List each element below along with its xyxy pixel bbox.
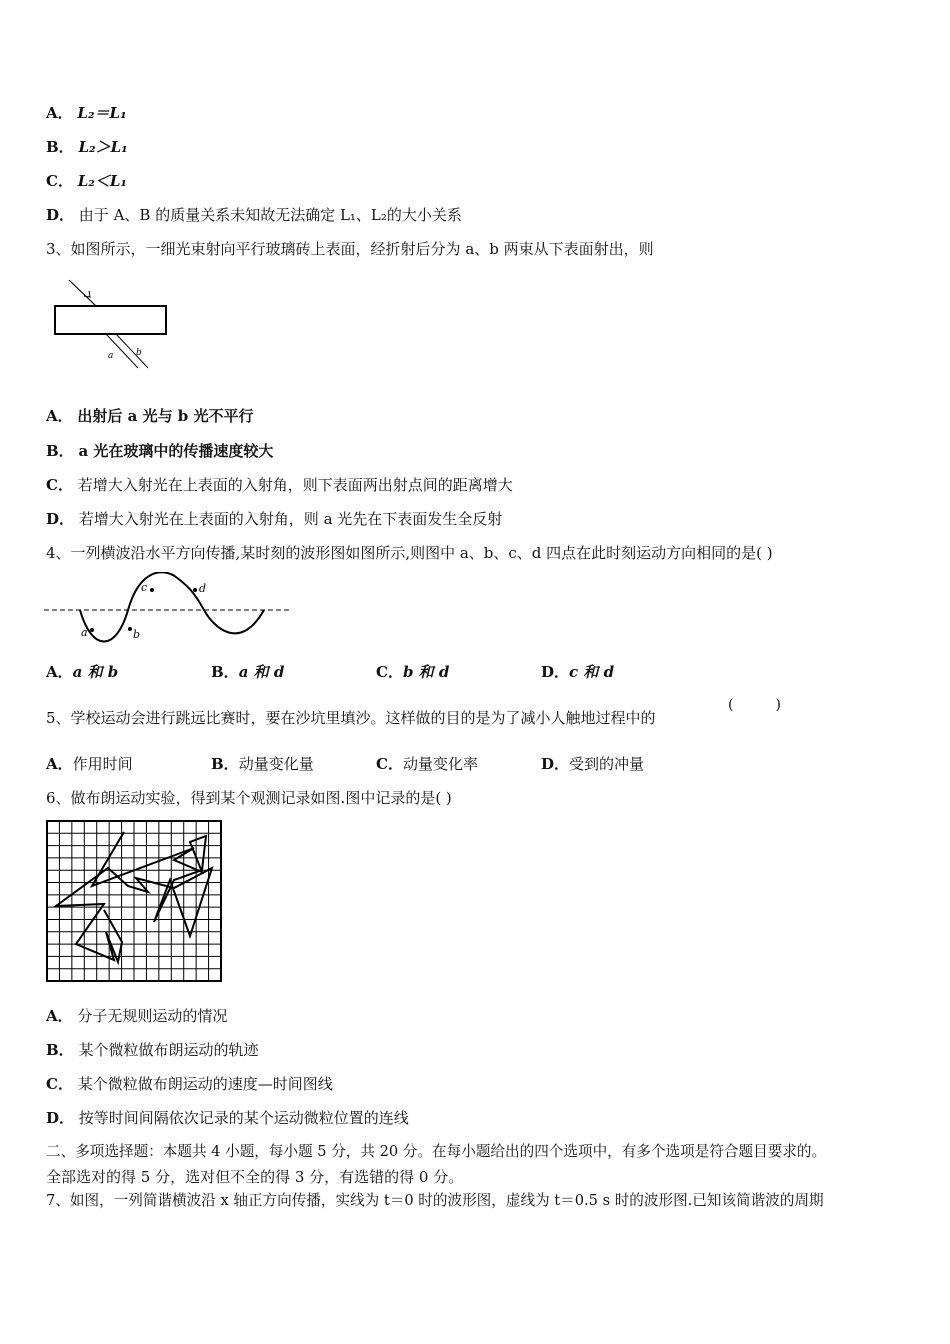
q4-point-c: [150, 588, 154, 592]
q6-option-a: A． 分子无规则运动的情况: [46, 1007, 228, 1025]
q4-label-c: c: [141, 581, 148, 594]
q4-label-a: a: [81, 626, 88, 639]
q5-option-d: D．受到的冲量: [541, 755, 645, 773]
q3-option-c: C． 若增大入射光在上表面的入射角，则下表面两出射点间的距离增大: [46, 476, 513, 494]
q6-option-b: B． 某个微粒做布朗运动的轨迹: [46, 1041, 259, 1059]
q2-option-d: D． 由于 A、B 的质量关系未知故无法确定 L₁、L₂的大小关系: [46, 206, 462, 224]
q5-option-a: A．作用时间: [46, 755, 133, 773]
q2-option-a: A． L₂＝L₁: [46, 104, 127, 122]
q3-option-a: A． 出射后 a 光与 b 光不平行: [46, 407, 254, 425]
section2-line1: 二、多项选择题：本题共 4 小题，每小题 5 分，共 20 分。在每小题给出的四个选项中，有多个选项是符合题目要求的。: [46, 1143, 827, 1160]
q4-point-d: [193, 588, 197, 592]
q4-point-b: [128, 627, 132, 631]
q4-label-d: d: [199, 582, 207, 595]
q3-label-a: a: [108, 351, 114, 361]
section2-line2: 全部选对的得 5 分，选对但不全的得 3 分，有选错的得 0 分。: [46, 1168, 464, 1186]
q3-glass-brick: [55, 306, 166, 334]
q4-option-d: D．c 和 d: [541, 663, 615, 681]
q4-option-c: C．b 和 d: [376, 663, 450, 681]
q3-incident-ray: [69, 280, 96, 306]
q6-option-d: D． 按等时间间隔依次记录的某个运动微粒位置的连线: [46, 1109, 409, 1127]
q7-stem: 7、如图，一列简谐横波沿 x 轴正方向传播，实线为 t＝0 时的波形图，虚线为 t＝0.5 s 时的波形图.已知该简谐波的周期: [46, 1192, 824, 1209]
q2-option-a-text: L₂＝L₁: [77, 104, 127, 122]
q4-waveform: [80, 572, 264, 641]
q3-ray-b: [116, 334, 148, 368]
q4-stem: 4、一列横波沿水平方向传播,某时刻的波形图如图所示,则图中 a、b、c、d 四点在此时刻运动方向相同的是( ): [46, 544, 773, 562]
q3-label-b: b: [136, 348, 142, 358]
q2-option-c: C． L₂＜L₁: [46, 172, 127, 190]
q3-option-b: B． a 光在玻璃中的传播速度较大: [46, 442, 274, 460]
q3-option-d: D． 若增大入射光在上表面的入射角，则 a 光先在下表面发生全反射: [46, 510, 503, 528]
q6-brownian-figure: [46, 820, 224, 984]
q2-option-d-text: 由于 A、B 的质量关系未知故无法确定 L₁、L₂的大小关系: [78, 206, 462, 224]
q5-stem: 5、学校运动会进行跳远比赛时，要在沙坑里填沙。这样做的目的是为了减小人触地过程中的: [46, 709, 656, 727]
q5-option-c: C．动量变化率: [376, 755, 478, 773]
q3-incident-arrow: [84, 291, 90, 297]
q6-stem: 6、做布朗运动实验，得到某个观测记录如图.图中记录的是( ): [46, 789, 452, 807]
q3-stem: 3、如图所示，一细光束射向平行玻璃砖上表面，经折射后分为 a、b 两束从下表面射出，则: [46, 240, 654, 258]
q3-glass-figure: [50, 278, 175, 378]
q6-option-c: C． 某个微粒做布朗运动的速度—时间图线: [46, 1075, 333, 1093]
q2-option-b: B． L₂＞L₁: [46, 138, 128, 156]
q6-grid: [47, 821, 221, 981]
q4-label-b: b: [133, 628, 141, 641]
q4-point-a: [90, 628, 94, 632]
q5-answer-paren: ( ): [728, 697, 781, 713]
q2-option-b-text: L₂＞L₁: [78, 138, 128, 156]
q5-option-b: B．动量变化量: [211, 755, 314, 773]
q4-wave-figure: [44, 572, 294, 648]
q4-option-a: A．a 和 b: [46, 663, 119, 681]
q4-option-b: B．a 和 d: [211, 663, 285, 681]
q2-option-c-text: L₂＜L₁: [77, 172, 127, 190]
